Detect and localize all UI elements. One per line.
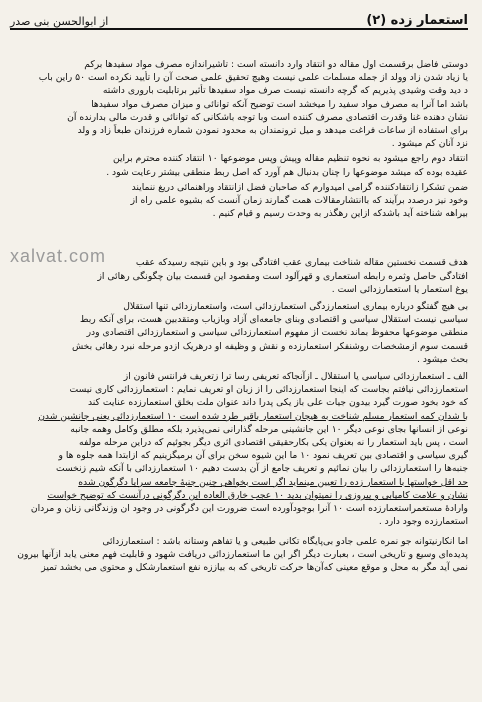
text-line: بیراهه شناخته آید باشدکه ازاین رهگذر به وحدت رسیم و قیام کنیم .	[212, 208, 468, 220]
article-author: از ابوالحسن بنی صدر	[10, 15, 109, 28]
text-line: عقیده بوده که میشد موضوعها را چنان بدنبال هم آورد که اصل ربط منطقی بیشتر رعایت شود .	[106, 166, 468, 178]
text-line: یوغ استعمار یا استعمارزدائی است .	[331, 283, 468, 295]
text-line: باشد اما آنرا به مصرف مواد سفید را میخشد است توضیح آنکه توانائی و میزان مصرف مواد سفیدها	[91, 98, 468, 110]
text-line: بی هیچ گفتگو درباره بیماری استعمارزدگی استعمارزدائی است، واستعمارزدائی تنها استقلال	[123, 301, 468, 313]
text-line: اما انکارنیتوانه جو نمره علمی جادو بی‌پایگاه تکانی طبیعی و یا تفاهم وستانه باشد : استعمارزدائی	[102, 535, 468, 547]
text-line: نوعی از انسانها بجای نوعی دیگر ۱۰ این جانشینی مرحله گذارانی نمی‌پذیرد بلکه مطلق وکامل وهمه جانبه	[70, 423, 468, 435]
text-line: وارادهٔ مستعمراستعمارزده است ۱۰ آنرا بوجودآورده است ضرورت این دگرگونی در وجود ان وزندگانی زنان و مردان	[30, 503, 468, 515]
text-line: الف ـ استعمارزدائی سیاسی یا استقلال ـ ازآنجاکه تعریفی رسا ترا زتعریف فرانتس فانون از	[123, 371, 468, 383]
text-line: نزد آنان کم میشود .	[391, 138, 468, 150]
text-line: بحث میشود .	[417, 353, 468, 365]
text-line: سیاسی نیست استقلال سیاسی و اقتصادی وبنای جامعه‌ای آزاد وبازیاب ومتقدبین هست، برای آنکه ربط	[80, 314, 468, 326]
text-line: گیری سیاسی و اقتصادی بین تعریف نمود ۱۰ ما این شیوه سخن برای آن برمیگزینیم که ازابتدا همه جلوه ها و	[58, 450, 468, 462]
text-line: جنبه‌ها را استعمارزدائی را بیان نمائیم و تعریف جامع از آن بدست دهیم ۱۰ استعمارزدائی با آنکه شیم زنخست	[55, 463, 468, 475]
page-header	[10, 6, 468, 30]
text-line: برای استفاده از ساعات فراغت میدهد و میل ترونمندان به محدود نمودن شماره فرزندان طبعاً زاد و ولد	[77, 125, 468, 137]
text-line: منطقی موضوعها محفوظ بماند نخست از مفهوم استعمارزدائی سیاسی و استعمارزدائی اقتصادی ودر	[86, 327, 468, 339]
text-line: وخود نیز درصدد برآیند که باانتشارمقالات همت گمارند زمان آنست که بشیوه علمی راه از	[130, 195, 468, 207]
text-line: افتادگی حاصل وثمره رابطه استعماری و قهرآلود است ومقصود این قسمت بیان چگونگی رهائی از	[97, 270, 468, 282]
text-line: هدف قسمت نخستین مقاله شناخت بیماری عقب افتادگی بود و باین نتیجه رسیدکه عقب	[135, 257, 468, 269]
text-line: با شدان کمه استعمار مسلم شناخت به هیجان استعمار باقیر طرد شده است ۱۰ استعمارزدائی یعنی جانشین شدن	[38, 410, 468, 422]
article-body	[10, 58, 468, 574]
paragraph-decolonization	[10, 300, 468, 366]
text-line: نشان و علامت کامیابی و پیروزی را نمیتوان بدید ۱۰ عجب خارق العاده این دگرگونی درآنست که توضیح خواست	[47, 489, 468, 501]
text-line: نمی آید مگر به محل و موقع معینی که‌آن‌ها حرکت تاریخی که به بیاززه نفع استعمارشکل و محتوی می بخشد تمیز	[41, 561, 468, 573]
text-line: استعمارزده وجود دارد .	[378, 516, 468, 528]
text-line: یا زیاد شدن زاد وولد از جمله مسلمات علمی نیست وهیچ تحقیق علمی صحت آن را تأیید نکرده است ۵۰ راین باب	[38, 72, 468, 84]
text-line: حد اقل خواستها با استعمار زده را تعیین مینماید اگر است بخواهی چنین جنبهٔ جامعه سراپا دگرگون شده	[78, 476, 468, 488]
text-line: انتقاد دوم راجع میشود به نحوه تنظیم مقاله وپیش وپس موضوعها ۱۰ انتقاد کننده محترم براین	[113, 153, 468, 165]
paragraph-section-alef	[10, 370, 468, 528]
text-line: دوستی فاضل برقسمت اول مقاله دو انتقاد وارد دانسته است : تاشیراندازه مصرف مواد سفیدها برکم	[84, 59, 468, 70]
text-line: که خود بخود صورت گیرد بیدون جیات علی باز یکی پدرا داند عنوان ملت بخلق استعمارزده عنایت کند	[87, 397, 468, 409]
text-line: قسمت سوم ازمشخصات روشنفکر استعمارزده و نقش و وظیفه‌ او درهریک ازدو مرحله نبرد رهائی بخش	[71, 340, 468, 352]
text-line: د دید وقت وشیدی پذیریم که گرچه دانسته نیست صرف مواد سفیدها تأثیر برتابلیت باروری داشته	[102, 85, 468, 97]
text-line: ضمن تشکرا زانتقادکننده گرامی امیدوارم که صاحبان فضل ازانتقاد وراهنمائی دریغ ننمایند	[131, 181, 468, 193]
paragraph-critique-2	[10, 152, 468, 178]
paragraph-historical	[10, 535, 468, 575]
watermark: xalvat.com	[10, 246, 107, 266]
text-line: است ، پس باید استعمار را نه بعنوان یکی بکارحقیقی اقتصادی اثری دیگر بجوئیم که دراین مرحله مولفه	[79, 437, 468, 449]
text-line: استعمارزدائی نیافتم بجاست که اینجا استعمارزدائی را از زبان او تعریف نمایم : استعمارزدائی کاری نیست	[69, 384, 468, 396]
paragraph-critique-1	[10, 58, 468, 150]
text-line: نشان دهنده غنا وقدرت اقتصادی مصرف کننده است وبا توجه باشکانی که توانائی و قدرت مالی بدارنده آن	[67, 111, 468, 123]
article-title: استعمار زده (۲)	[366, 13, 468, 28]
text-line: پدیده‌ای وسیع و تاریخی است ، بعبارت دیگر اگر این ما استعمارزدائی دریافت شهود و قابلیت فهم معنی یابد ازآنها بیرون	[17, 548, 468, 560]
paragraph-thanks	[10, 181, 468, 221]
